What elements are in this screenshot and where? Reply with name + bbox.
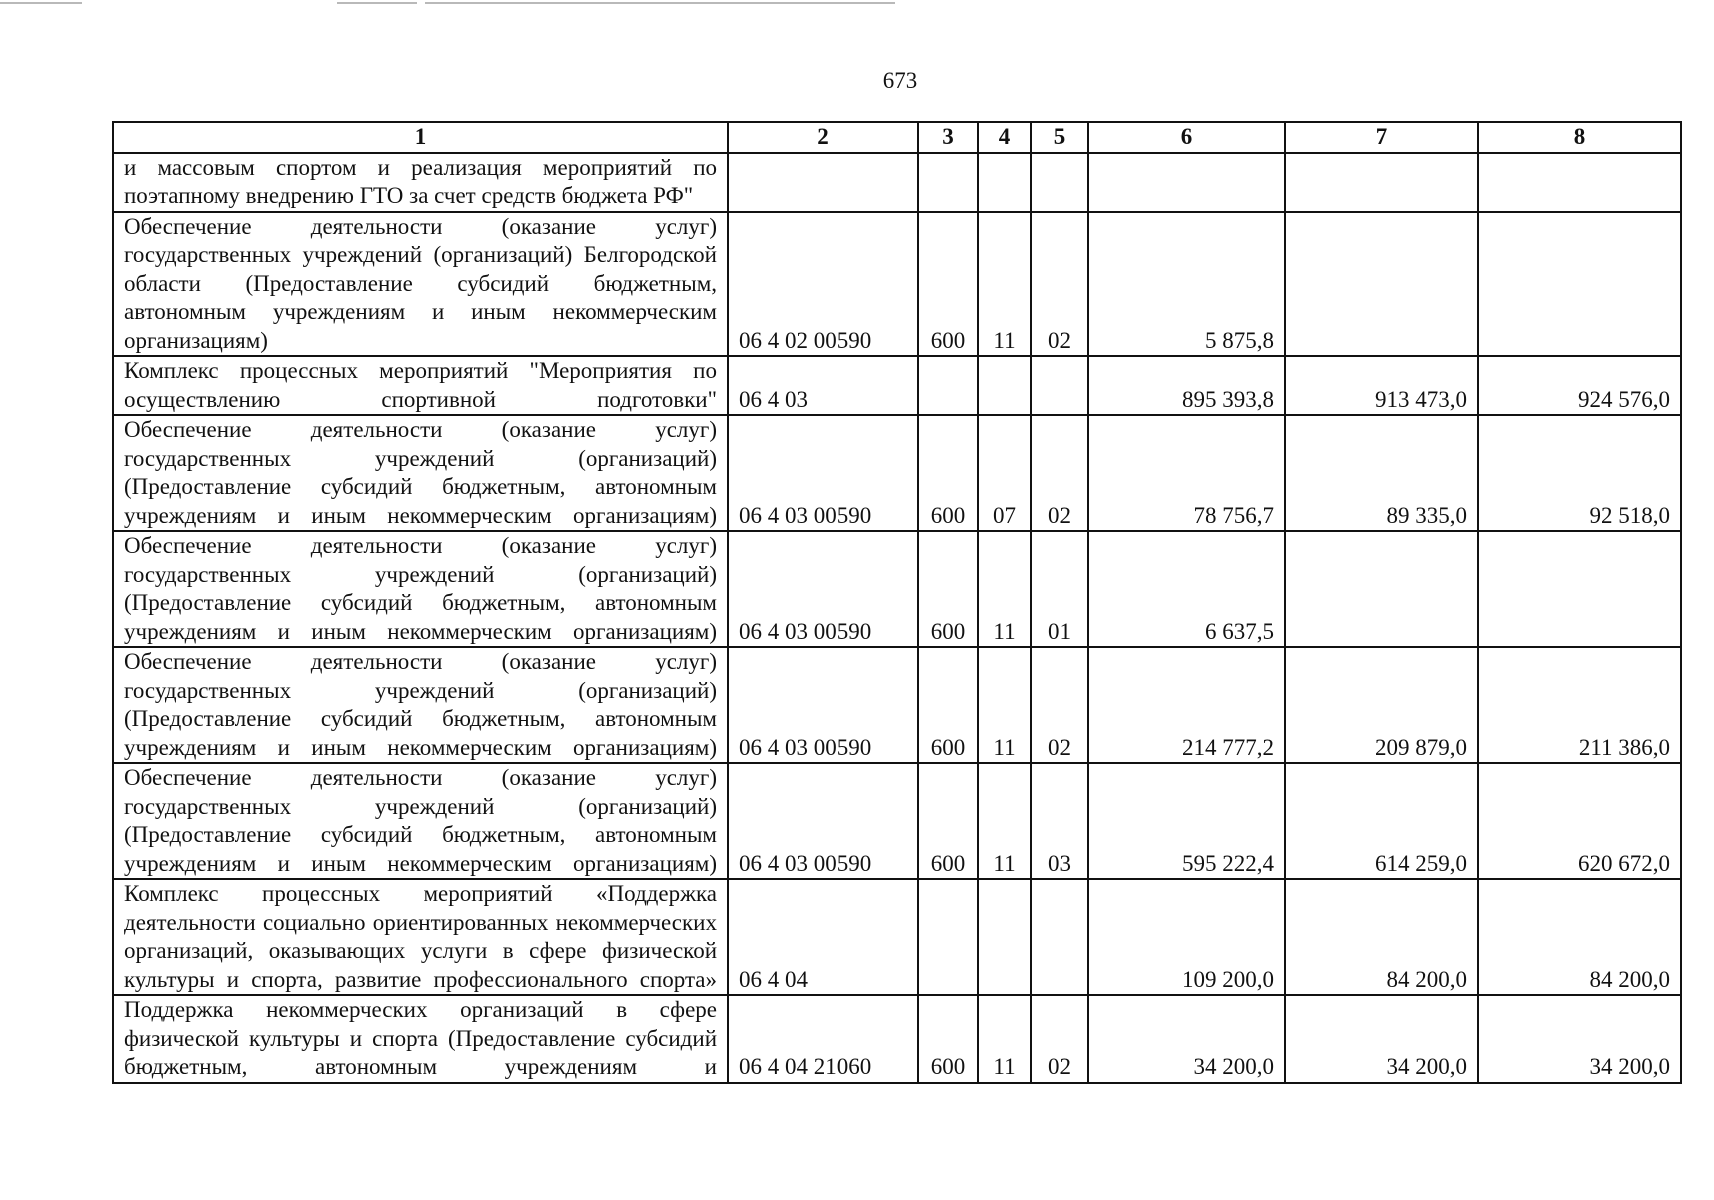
- col-3-value: 600: [918, 995, 978, 1083]
- column-header: 8: [1478, 122, 1681, 153]
- col-5-value: 03: [1031, 763, 1088, 879]
- row-description: Обеспечение деятельности (оказание услуг) государственных учреждений (организаций) (Предоставление субсидий бюджетным, автономным учреждениям и иным некоммерческим организациям): [113, 763, 728, 879]
- col-4-value: 11: [978, 212, 1031, 357]
- amount-col-6: 6 637,5: [1088, 531, 1285, 647]
- row-description: Поддержка некоммерческих организаций в сфере физической культуры и спорта (Предоставление субсидий бюджетным, автономным учреждениям и: [113, 995, 728, 1083]
- column-header: 7: [1285, 122, 1478, 153]
- col-3-value: 600: [918, 763, 978, 879]
- col-5-value: 02: [1031, 212, 1088, 357]
- column-header: 4: [978, 122, 1031, 153]
- budget-code: 06 4 04: [728, 879, 918, 995]
- amount-col-7: 84 200,0: [1285, 879, 1478, 995]
- table-row: [113, 763, 1681, 879]
- budget-code: 06 4 03 00590: [728, 647, 918, 763]
- col-3-value: [918, 153, 978, 212]
- col-5-value: [1031, 153, 1088, 212]
- table-row: [113, 995, 1681, 1083]
- budget-code: 06 4 03 00590: [728, 763, 918, 879]
- col-4-value: 11: [978, 995, 1031, 1083]
- amount-col-7: 614 259,0: [1285, 763, 1478, 879]
- budget-code: 06 4 03: [728, 356, 918, 415]
- col-5-value: [1031, 356, 1088, 415]
- amount-col-8: 34 200,0: [1478, 995, 1681, 1083]
- table-row: [113, 356, 1681, 415]
- scan-artifact-line: [337, 2, 417, 4]
- amount-col-8: [1478, 212, 1681, 357]
- col-5-value: 02: [1031, 415, 1088, 531]
- amount-col-7: 89 335,0: [1285, 415, 1478, 531]
- amount-col-6: 5 875,8: [1088, 212, 1285, 357]
- amount-col-7: 913 473,0: [1285, 356, 1478, 415]
- col-4-value: 11: [978, 647, 1031, 763]
- column-header: 2: [728, 122, 918, 153]
- col-3-value: 600: [918, 415, 978, 531]
- amount-col-8: 924 576,0: [1478, 356, 1681, 415]
- amount-col-6: 109 200,0: [1088, 879, 1285, 995]
- amount-col-6: 214 777,2: [1088, 647, 1285, 763]
- amount-col-6: 34 200,0: [1088, 995, 1285, 1083]
- col-4-value: [978, 153, 1031, 212]
- row-description: Обеспечение деятельности (оказание услуг) государственных учреждений (организаций) Белгородской области (Предоставление субсидий бюджетным, автономным учреждениям и иным некоммерческим организациям): [113, 212, 728, 357]
- amount-col-6: 78 756,7: [1088, 415, 1285, 531]
- amount-col-7: [1285, 212, 1478, 357]
- amount-col-6: 895 393,8: [1088, 356, 1285, 415]
- table-row: [113, 415, 1681, 531]
- amount-col-8: [1478, 531, 1681, 647]
- scan-artifact-line: [0, 2, 82, 4]
- col-3-value: [918, 879, 978, 995]
- col-5-value: 02: [1031, 647, 1088, 763]
- row-description: Комплекс процессных мероприятий "Мероприятия по осуществлению спортивной подготовки": [113, 356, 728, 415]
- amount-col-7: [1285, 531, 1478, 647]
- row-description: Обеспечение деятельности (оказание услуг) государственных учреждений (организаций) (Предоставление субсидий бюджетным, автономным учреждениям и иным некоммерческим организациям): [113, 647, 728, 763]
- col-5-value: [1031, 879, 1088, 995]
- row-description: Комплекс процессных мероприятий «Поддержка деятельности социально ориентированных некоммерческих организаций, оказывающих услуги в сфере физической культуры и спорта, развитие профессионального спорта»: [113, 879, 728, 995]
- col-4-value: [978, 879, 1031, 995]
- table-row: [113, 879, 1681, 995]
- budget-code: [728, 153, 918, 212]
- budget-code: 06 4 03 00590: [728, 415, 918, 531]
- scan-artifact-line: [425, 2, 895, 4]
- table-row: [113, 531, 1681, 647]
- budget-code: 06 4 03 00590: [728, 531, 918, 647]
- col-3-value: [918, 356, 978, 415]
- column-header: 1: [113, 122, 728, 153]
- column-header: 3: [918, 122, 978, 153]
- amount-col-8: [1478, 153, 1681, 212]
- column-header: 6: [1088, 122, 1285, 153]
- amount-col-8: 620 672,0: [1478, 763, 1681, 879]
- table-row: [113, 212, 1681, 357]
- row-description: Обеспечение деятельности (оказание услуг) государственных учреждений (организаций) (Предоставление субсидий бюджетным, автономным учреждениям и иным некоммерческим организациям): [113, 531, 728, 647]
- col-4-value: 11: [978, 763, 1031, 879]
- amount-col-7: 209 879,0: [1285, 647, 1478, 763]
- col-5-value: 01: [1031, 531, 1088, 647]
- amount-col-7: 34 200,0: [1285, 995, 1478, 1083]
- col-5-value: 02: [1031, 995, 1088, 1083]
- table-row: [113, 647, 1681, 763]
- col-4-value: [978, 356, 1031, 415]
- amount-col-8: 92 518,0: [1478, 415, 1681, 531]
- col-3-value: 600: [918, 531, 978, 647]
- amount-col-6: 595 222,4: [1088, 763, 1285, 879]
- table-row: [113, 153, 1681, 212]
- budget-table: [112, 121, 1682, 1084]
- header-row: [113, 122, 1681, 153]
- row-description: Обеспечение деятельности (оказание услуг) государственных учреждений (организаций) (Предоставление субсидий бюджетным, автономным учреждениям и иным некоммерческим организациям): [113, 415, 728, 531]
- amount-col-8: 211 386,0: [1478, 647, 1681, 763]
- budget-code: 06 4 02 00590: [728, 212, 918, 357]
- col-4-value: 11: [978, 531, 1031, 647]
- amount-col-8: 84 200,0: [1478, 879, 1681, 995]
- col-3-value: 600: [918, 212, 978, 357]
- budget-code: 06 4 04 21060: [728, 995, 918, 1083]
- col-3-value: 600: [918, 647, 978, 763]
- page-number: 673: [882, 68, 918, 93]
- amount-col-6: [1088, 153, 1285, 212]
- column-header: 5: [1031, 122, 1088, 153]
- col-4-value: 07: [978, 415, 1031, 531]
- row-description: и массовым спортом и реализация мероприятий по поэтапному внедрению ГТО за счет средств бюджета РФ": [113, 153, 728, 212]
- amount-col-7: [1285, 153, 1478, 212]
